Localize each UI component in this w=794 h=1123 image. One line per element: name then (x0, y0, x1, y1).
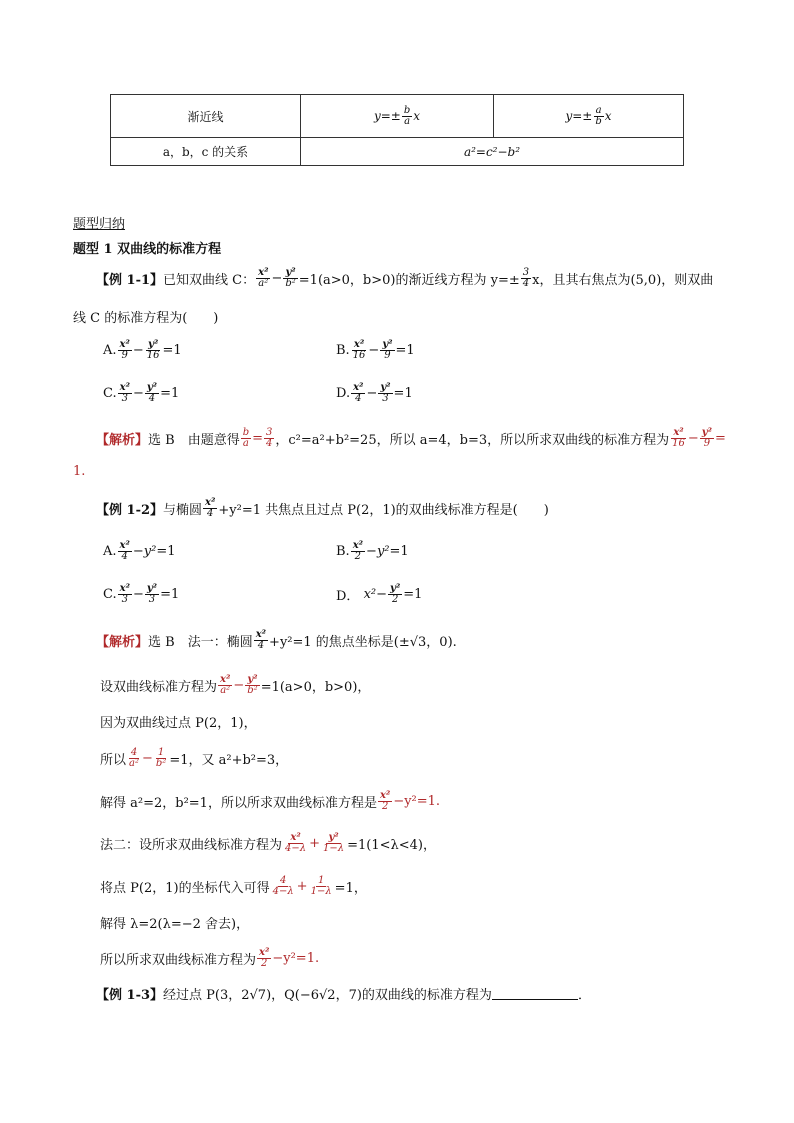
option-c: C. $\frac{\text{x²}}{3}$ − $\frac{\text{y²}}{3}$ =1 (103, 583, 180, 605)
example-1-2-solution: 【解析】 选 B 法一：椭圆 $\frac{\text{x²}}{4}$ +y²=1 的焦点坐标是(±√3，0). (96, 629, 457, 651)
table-row (111, 138, 684, 166)
hyperbola-properties-table (110, 94, 684, 166)
option-a: A. $\frac{\text{x²}}{9}$ − $\frac{\text{y²}}{16}$ =1 (103, 339, 182, 361)
solution-method-2: 法二：设所求双曲线标准方程为 $\frac{\text{x²}}{4-\lambda}$ + $\frac{\text{y²}}{1-\lambda}$ =1(1<λ<4)， (100, 832, 436, 854)
table-cell-abc-relation: a²=c²−b² (301, 138, 684, 166)
table-row (111, 95, 684, 138)
example-1-1-solution: 【解析】 选 B 由题意得 $\frac{b}{a}$ = $\frac{3}{4}$ ，c²=a²+b²=25，所以 a=4，b=3，所以所求双曲线的标准方程为 $\frac{\text{x²}}{16}$ − $\frac{\text{y²}}{9}$ = (96, 427, 726, 449)
table-cell-asymptote-foci-y: y=± $\frac{a}{b}$ x (494, 95, 684, 138)
solution-step-3: 所以 $\frac{4}{\text{a²}}$ − $\frac{1}{\text{b²}}$ =1，又 a²+b²=3， (100, 747, 289, 769)
type-title: 题型 1 双曲线的标准方程 (73, 242, 222, 257)
table-cell-asymptote-label: 渐近线 (111, 95, 301, 138)
option-b: B. $\frac{\text{x²}}{2}$ − y² =1 (336, 540, 409, 562)
solution-method-2-step-1: 将点 P(2，1)的坐标代入可得 $\frac{4}{4-\lambda}$ + $\frac{1}{1-\lambda}$ =1， (100, 875, 367, 897)
example-1-2-question: 【例 1-2】 与椭圆 $\frac{\text{x²}}{4}$ +y²=1 共焦点且过点 P(2，1)的双曲线标准方程是( ) (96, 497, 549, 519)
example-1-1-solution-end: 1. (73, 464, 86, 479)
option-d: D． x² − $\frac{\text{y²}}{2}$ =1 (336, 583, 423, 605)
solution-step-1: 设双曲线标准方程为 $\frac{\text{x²}}{\text{a²}}$ − $\frac{\text{y²}}{\text{b²}}$ =1(a>0，b>0)， (100, 674, 371, 696)
option-c: C. $\frac{\text{x²}}{3}$ − $\frac{\text{y²}}{4}$ =1 (103, 382, 180, 404)
solution-step-2: 因为双曲线过点 P(2，1)， (100, 716, 257, 731)
example-1-1-question: 【例 1-1】 已知双曲线 C： $\frac{\text{x²}}{\text{a²}}$ − $\frac{\text{y²}}{\text{b²}}$ =1(a>0，b>0)的渐近线方程为 y=± $\frac{3}{4}$ x，且其右焦点为(5,0)，则双曲 (96, 267, 714, 289)
option-a: A. $\frac{\text{x²}}{4}$ − y² =1 (103, 540, 176, 562)
example-1-1-question-line2: 线 C 的标准方程为( ) (73, 311, 219, 326)
option-b: B. $\frac{\text{x²}}{16}$ − $\frac{\text{y²}}{9}$ =1 (336, 339, 415, 361)
solution-method-2-step-2: 解得 λ=2(λ=−2 舍去)， (100, 917, 250, 932)
solution-step-4: 解得 a²=2，b²=1，所以所求双曲线标准方程是 $\frac{\text{x²}}{2}$ −y²=1. (100, 790, 441, 812)
answer-blank[interactable] (492, 987, 578, 1000)
example-1-3-question: 【例 1-3】 经过点 P(3，2√7)，Q(−6√2，7)的双曲线的标准方程为 ． (96, 988, 591, 1003)
option-d: D. $\frac{\text{x²}}{4}$ − $\frac{\text{y²}}{3}$ =1 (336, 382, 413, 404)
table-cell-asymptote-foci-x: y=± $\frac{b}{a}$ x (301, 95, 494, 138)
table-cell-abc-label: a，b，c 的关系 (111, 138, 301, 166)
solution-method-2-step-3: 所以所求双曲线标准方程为 $\frac{\text{x²}}{2}$ −y²=1. (100, 947, 320, 969)
section-heading: 题型归纳 (73, 217, 126, 232)
